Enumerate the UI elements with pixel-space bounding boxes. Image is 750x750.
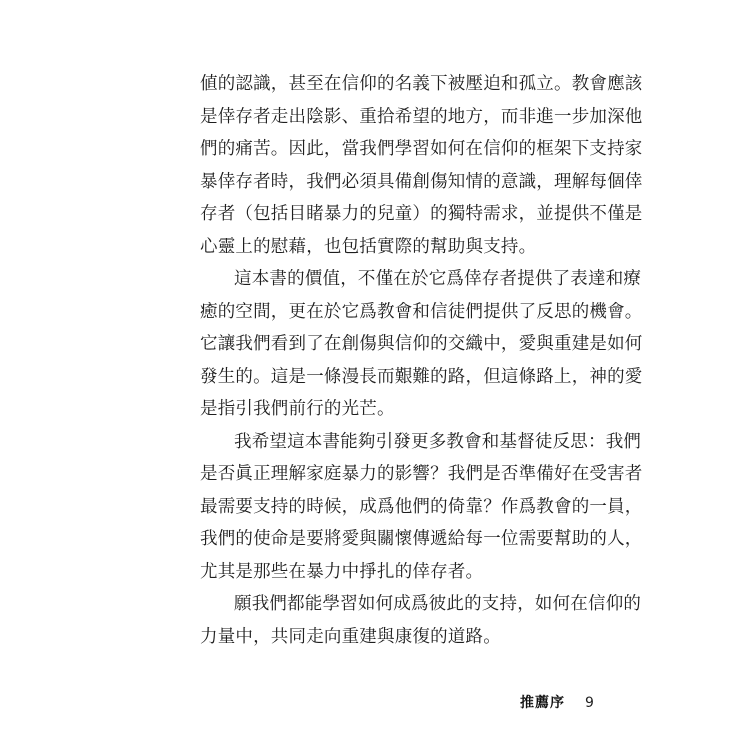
text-line: 尤其是那些在暴力中掙扎的倖存者。 xyxy=(200,561,484,582)
paragraph-2 xyxy=(200,263,643,426)
text-line: 最需要支持的時候，成爲他們的倚靠？作爲教會的一員， xyxy=(200,496,643,517)
text-line: 我們的使命是要將愛與關懷傳遞給每一位需要幫助的人， xyxy=(200,529,643,549)
paragraph-1 xyxy=(200,68,643,263)
body-text xyxy=(200,68,643,653)
text-line: 願我們都能學習如何成爲彼此的支持，如何在信仰的 xyxy=(234,594,642,614)
text-line: 我希望這本書能夠引發更多教會和基督徒反思：我們 xyxy=(234,431,642,452)
paragraph-4 xyxy=(200,588,642,653)
text-line: 存者（包括目睹暴力的兒童）的獨特需求，並提供不僅是 xyxy=(200,204,643,224)
text-line: 發生的。這是一條漫長而艱難的路，但這條路上，神的愛 xyxy=(200,366,643,387)
text-line: 們的痛苦。因此，當我們學習如何在信仰的框架下支持家 xyxy=(200,139,643,159)
text-line: 這本書的價值，不僅在於它爲倖存者提供了表達和療 xyxy=(234,269,642,289)
text-line: 它讓我們看到了在創傷與信仰的交織中，愛與重建是如何 xyxy=(200,334,643,354)
running-head: 推薦序 xyxy=(520,695,565,711)
text-line: 力量中，共同走向重建與康復的道路。 xyxy=(200,626,501,647)
paragraph-3 xyxy=(200,426,643,589)
text-line: 是否眞正理解家庭暴力的影響？我們是否準備好在受害者 xyxy=(200,464,643,484)
page-footer xyxy=(520,692,594,712)
text-line: 癒的空間，更在於它爲教會和信徒們提供了反思的機會。 xyxy=(200,301,643,322)
text-line: 心靈上的慰藉，也包括實際的幫助與支持。 xyxy=(200,236,537,257)
text-line: 是倖存者走出陰影、重拾希望的地方，而非進一步加深他 xyxy=(200,106,643,127)
text-line: 暴倖存者時，我們必須具備創傷知情的意識，理解每個倖 xyxy=(200,171,643,192)
page-number: 9 xyxy=(585,695,594,711)
text-line: 値的認識，甚至在信仰的名義下被壓迫和孤立。教會應該 xyxy=(200,74,643,94)
text-line: 是指引我們前行的光芒。 xyxy=(200,399,395,419)
